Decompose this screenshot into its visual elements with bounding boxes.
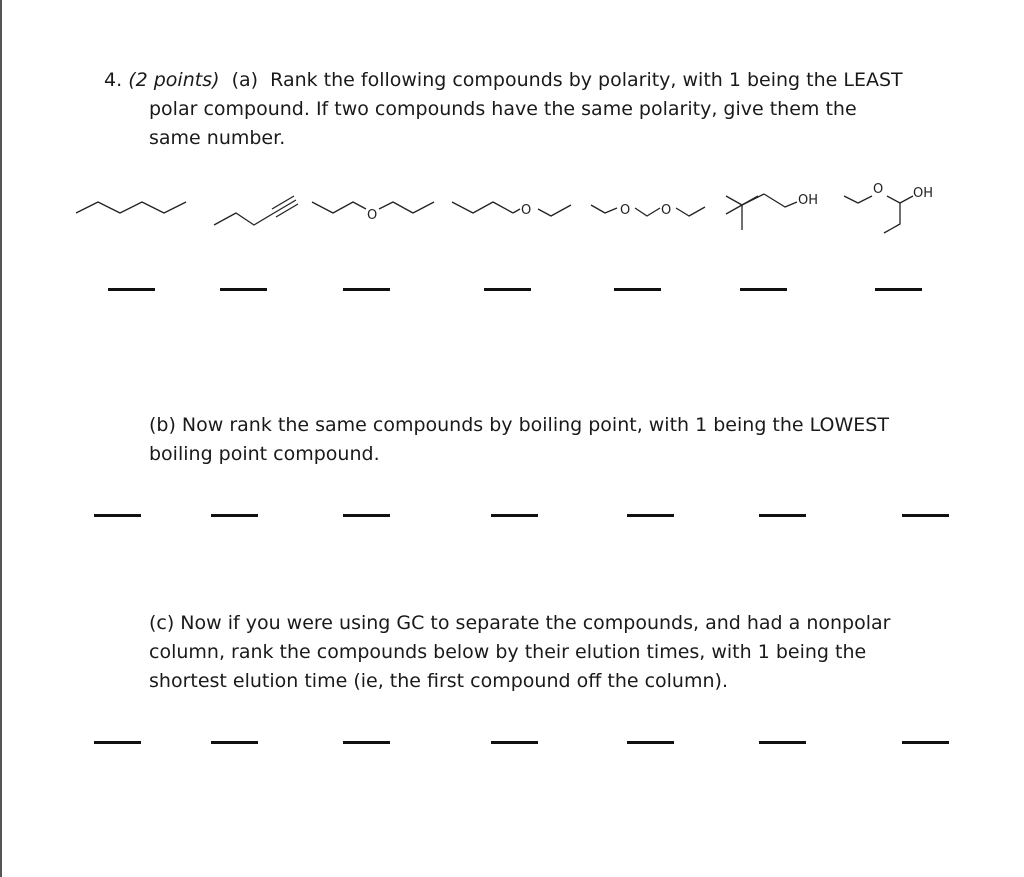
answer-blank[interactable] <box>484 288 531 291</box>
part-a-text-3: same number. <box>149 127 286 149</box>
question-number: 4. <box>104 69 123 91</box>
answer-blank[interactable] <box>902 741 949 744</box>
question-points: (2 points) <box>128 69 220 91</box>
answer-blank[interactable] <box>627 741 674 744</box>
answer-blank[interactable] <box>211 514 258 517</box>
molecule-ether-alcohol <box>844 182 933 233</box>
answer-blank[interactable] <box>94 514 141 517</box>
part-a-text-2: polar compound. If two compounds have the same polarity, give them the <box>149 98 857 120</box>
atom-o: O <box>620 203 631 218</box>
atom-oh: OH <box>913 186 934 201</box>
molecule-dimethylbutanol <box>726 193 818 230</box>
answer-blank[interactable] <box>343 288 390 291</box>
molecule-butyl-ethyl-ether <box>452 202 571 218</box>
answer-blank[interactable] <box>902 514 949 517</box>
molecule-hexane <box>76 202 186 213</box>
part-c-block <box>149 609 949 696</box>
part-b-text-1: (b) Now rank the same compounds by boiling point, with 1 being the LOWEST <box>149 414 889 436</box>
part-a-text-1: Rank the following compounds by polarity, with 1 being the LEAST <box>270 69 903 91</box>
answer-blank[interactable] <box>875 288 922 291</box>
part-c-text-1: (c) Now if you were using GC to separate the compounds, and had a nonpolar <box>149 612 891 634</box>
atom-oh: OH <box>798 193 819 208</box>
answer-blank[interactable] <box>211 741 258 744</box>
part-a-label: (a) <box>231 69 259 91</box>
answer-blank[interactable] <box>94 741 141 744</box>
part-b-text-2: boiling point compound. <box>149 443 380 465</box>
part-c-text-3: shortest elution time (ie, the first compound off the column). <box>149 670 728 692</box>
atom-o: O <box>367 208 378 223</box>
molecule-hexyne <box>214 196 298 225</box>
answer-blank[interactable] <box>220 288 267 291</box>
atom-o: O <box>521 203 532 218</box>
part-c-text-2: column, rank the compounds below by their elution times, with 1 being the <box>149 641 867 663</box>
atom-o: O <box>661 203 672 218</box>
answer-blank[interactable] <box>614 288 661 291</box>
molecule-dipropyl-ether <box>312 202 434 223</box>
answer-blank[interactable] <box>491 514 538 517</box>
answer-blank[interactable] <box>491 741 538 744</box>
answer-blank[interactable] <box>627 514 674 517</box>
answer-blank[interactable] <box>343 741 390 744</box>
answer-blank[interactable] <box>759 514 806 517</box>
part-b-block <box>149 411 949 469</box>
atom-o: O <box>873 182 884 197</box>
answer-blank[interactable] <box>740 288 787 291</box>
answer-blank[interactable] <box>108 288 155 291</box>
answer-blank[interactable] <box>343 514 390 517</box>
answer-blank[interactable] <box>759 741 806 744</box>
molecule-diethoxymethane <box>591 203 705 218</box>
